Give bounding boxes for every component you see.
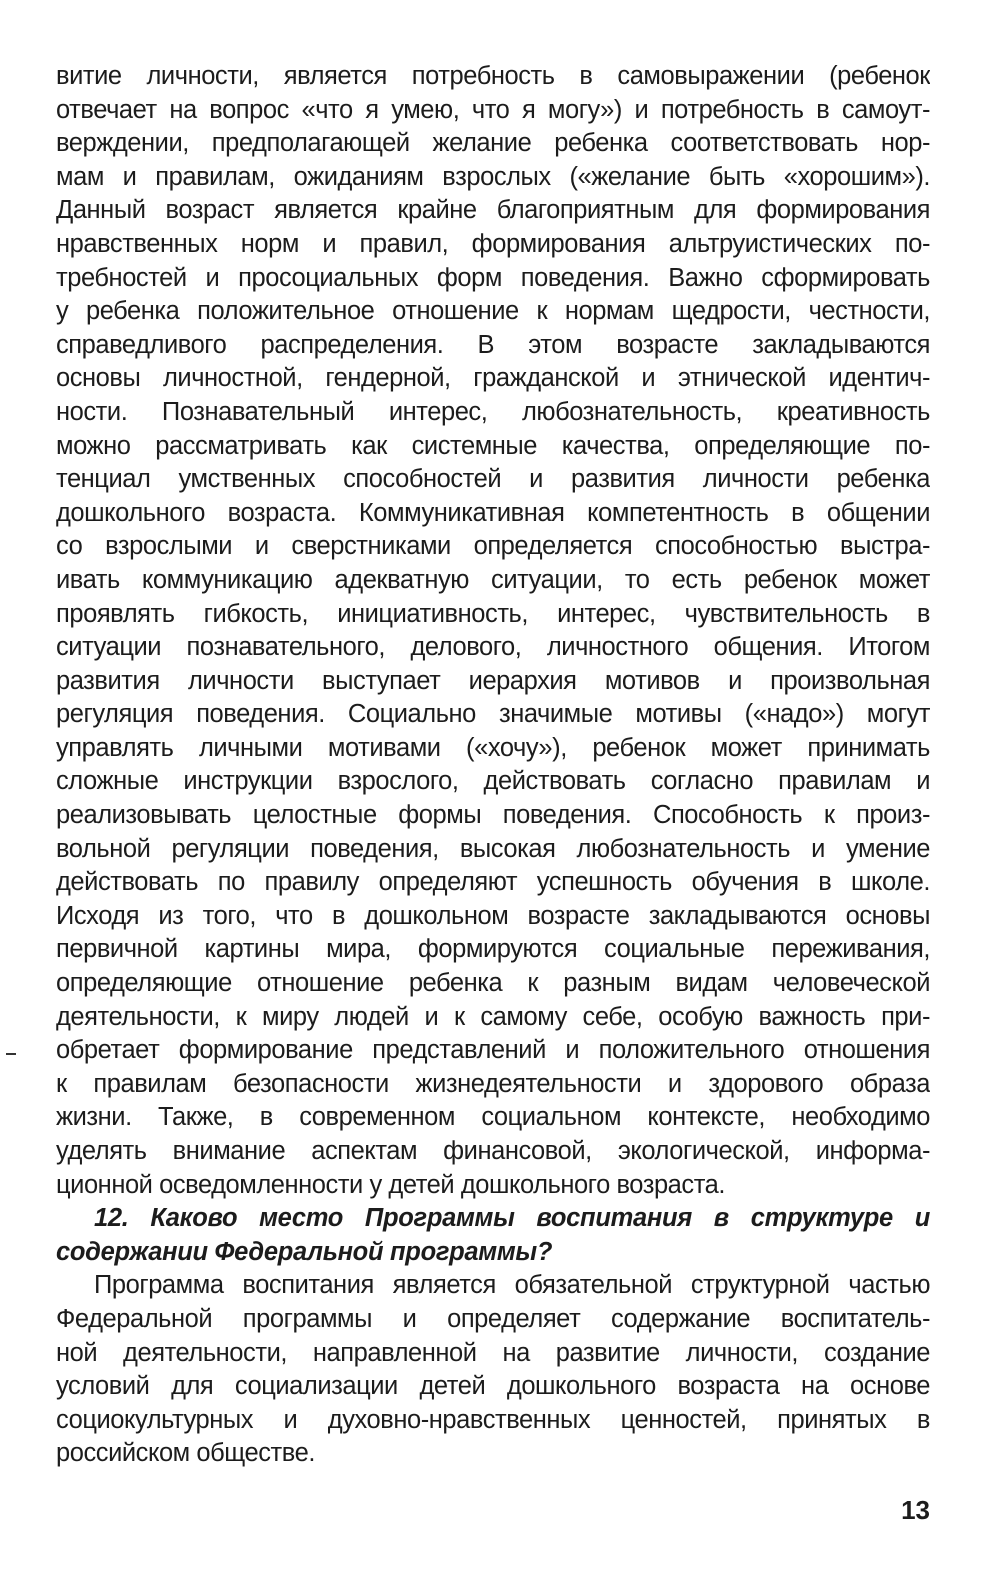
- text-line: российском обществе.: [56, 1439, 315, 1468]
- text-line: справедливого распределения. В этом возрасте закладываются: [56, 330, 930, 359]
- heading-line: содержании Федеральной программы?: [56, 1237, 553, 1266]
- text-line: сложные инструкции взрослого, действовать согласно правилам и: [56, 767, 930, 796]
- heading-line: 12. Каково место Программы воспитания в структуре и: [94, 1204, 930, 1233]
- text-line: управлять личными мотивами («хочу»), ребенок может принимать: [56, 733, 930, 762]
- text-line: уделять внимание аспектам финансовой, экологической, информа-: [56, 1137, 930, 1165]
- text-line: регуляция поведения. Социально значимые мотивы («надо») могут: [56, 700, 930, 729]
- text-line: у ребенка положительное отношение к нормам щедрости, честности,: [56, 297, 930, 326]
- text-line: ционной осведомленности у детей дошкольного возраста.: [56, 1170, 726, 1199]
- body-paragraph: [56, 60, 930, 1202]
- text-line: ной деятельности, направленной на развитие личности, создание: [56, 1338, 930, 1367]
- text-line: Федеральной программы и определяет содержание воспитатель-: [56, 1304, 930, 1333]
- text-line: к правилам безопасности жизнедеятельности и здорового образа: [56, 1069, 930, 1098]
- text-line: социокультурных и духовно-нравственных ценностей, принятых в: [56, 1405, 930, 1434]
- text-line: можно рассматривать как системные качества, определяющие по-: [56, 431, 930, 460]
- text-line: реализовывать целостные формы поведения. Способность к произ-: [56, 801, 930, 830]
- text-line: требностей и просоциальных форм поведения. Важно сформировать: [56, 263, 930, 292]
- question-heading: [56, 1202, 930, 1269]
- text-line: ситуации познавательного, делового, личностного общения. Итогом: [56, 633, 930, 662]
- text-line: Исходя из того, что в дошкольном возрасте закладываются основы: [56, 901, 930, 930]
- text-line: условий для социализации детей дошкольного возраста на основе: [56, 1372, 930, 1401]
- page-number: 13: [901, 1495, 930, 1525]
- text-line: мам и правилам, ожиданиям взрослых («желание быть «хорошим»).: [56, 162, 930, 191]
- answer-paragraph: [56, 1269, 930, 1471]
- margin-mark: [6, 1053, 16, 1055]
- text-line: ивать коммуникацию адекватную ситуации, то есть ребенок может: [56, 565, 930, 594]
- text-line: развития личности выступает иерархия мотивов и произвольная: [56, 666, 930, 695]
- text-line: Данный возраст является крайне благоприятным для формирования: [56, 196, 930, 225]
- text-line: основы личностной, гендерной, гражданской и этнической идентич-: [56, 364, 930, 393]
- text-line: первичной картины мира, формируются социальные переживания,: [56, 935, 930, 964]
- text-line: действовать по правилу определяют успешность обучения в школе.: [56, 868, 930, 897]
- text-line: со взрослыми и сверстниками определяется способностью выстра-: [56, 532, 930, 561]
- text-line: верждении, предполагающей желание ребенка соответствовать нор-: [56, 129, 930, 158]
- text-line: отвечает на вопрос «что я умею, что я могу») и потребность в самоут-: [56, 95, 930, 124]
- text-line: жизни. Также, в современном социальном контексте, необходимо: [56, 1103, 930, 1132]
- text-line: тенциал умственных способностей и развития личности ребенка: [56, 465, 930, 494]
- text-line: витие личности, является потребность в самовыражении (ребенок: [56, 62, 930, 90]
- text-line: Программа воспитания является обязательной структурной частью: [94, 1271, 930, 1300]
- text-line: обретает формирование представлений и положительного отношения: [56, 1036, 930, 1065]
- page-content: [56, 60, 930, 1471]
- text-line: вольной регуляции поведения, высокая любознательность и умение: [56, 834, 930, 863]
- text-line: проявлять гибкость, инициативность, интерес, чувствительность в: [56, 599, 930, 628]
- text-line: определяющие отношение ребенка к разным видам человеческой: [56, 969, 930, 998]
- text-line: нравственных норм и правил, формирования альтруистических по-: [56, 229, 930, 258]
- text-line: деятельности, к миру людей и к самому себе, особую важность при-: [56, 1002, 930, 1031]
- text-line: ности. Познавательный интерес, любознательность, креативность: [56, 397, 930, 426]
- text-line: дошкольного возраста. Коммуникативная компетентность в общении: [56, 498, 930, 527]
